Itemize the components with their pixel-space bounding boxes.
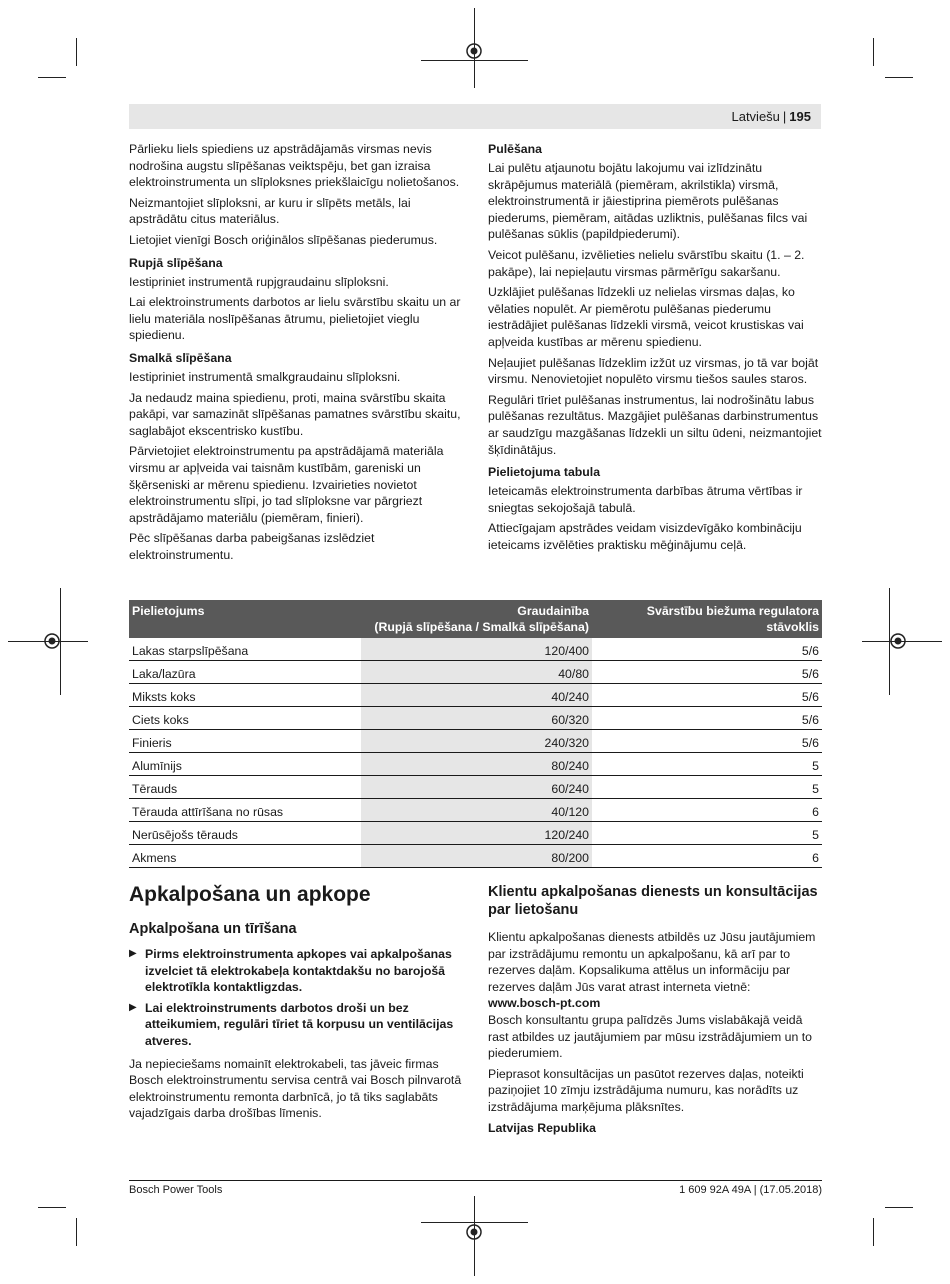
paragraph: Iestipriniet instrumentā smalkgraudainu slīploksni. xyxy=(129,369,401,384)
header-text xyxy=(731,109,811,124)
warning-item: ▶ Lai elektroinstruments darbotos droši un bez atteikumiem, regulāri tīriet tā korpusu un ventilācijas atveres. xyxy=(129,1000,454,1048)
crop-mark xyxy=(873,1218,874,1246)
bullet-arrow-icon: ▶ xyxy=(129,1001,137,1013)
page-number: 195 xyxy=(789,109,811,124)
crop-mark xyxy=(873,38,874,66)
grit-cell: 40/240 xyxy=(361,684,592,707)
table-row xyxy=(129,661,822,684)
paragraph: Neizmantojiet slīploksni, ar kuru ir slīpēts metāls, lai apstrādātu citus materiālus. xyxy=(129,195,411,227)
left-column xyxy=(129,141,464,567)
warning-list xyxy=(129,946,464,1050)
registration-target-icon xyxy=(465,42,483,60)
grit-cell: 80/240 xyxy=(361,753,592,776)
grit-cell: 120/400 xyxy=(361,638,592,661)
application-cell: Lakas starpslīpēšana xyxy=(129,638,361,661)
table-row xyxy=(129,707,822,730)
application-cell: Alumīnijs xyxy=(129,753,361,776)
country-heading: Latvijas Republika xyxy=(488,1120,596,1135)
grit-cell: 80/200 xyxy=(361,845,592,868)
application-cell: Tērauda attīrīšana no rūsas xyxy=(129,799,361,822)
paragraph: Pēc slīpēšanas darba pabeigšanas izslēdziet elektroinstrumentu. xyxy=(129,531,375,562)
setting-cell: 5 xyxy=(592,822,822,845)
registration-target-icon xyxy=(465,1223,483,1241)
crop-mark xyxy=(885,1207,913,1208)
setting-cell: 6 xyxy=(592,799,822,822)
setting-cell: 6 xyxy=(592,845,822,868)
application-table xyxy=(129,600,822,868)
paragraph: Neļaujiet pulēšanas līdzeklim izžūt uz virsmas, jo tā var bojāt virsmu. Nenovietojiet nopulēto virsmu tiešos saules staros. xyxy=(488,355,819,387)
subsection-title-cleaning: Apkalpošana un tīrīšana xyxy=(129,921,297,937)
application-cell: Tērauds xyxy=(129,776,361,799)
table-row xyxy=(129,753,822,776)
paragraph: Lietojiet vienīgi Bosch oriģinālos slīpēšanas piederumus. xyxy=(129,232,438,247)
setting-cell: 5 xyxy=(592,776,822,799)
paragraph: Pieprasot konsultācijas un pasūtot rezerves daļas, noteikti paziņojiet 10 zīmju izstrādājuma numuru, kas norādīts uz izstrādājuma marķējuma plāksnītes. xyxy=(488,1066,804,1114)
grit-cell: 120/240 xyxy=(361,822,592,845)
crop-mark xyxy=(76,38,77,66)
table-header-row xyxy=(129,600,822,638)
setting-cell: 5/6 xyxy=(592,661,822,684)
crop-mark xyxy=(885,77,913,78)
footer-doc-number: 1 609 92A 49A | (17.05.2018) xyxy=(679,1184,822,1196)
warning-item: ▶ Pirms elektroinstrumenta apkopes vai apkalpošanas izvelciet tā elektrokabeļa kontaktdakšu no barojošā elektrotīkla kontaktligzdas. xyxy=(129,947,452,995)
paragraph: Ja nepieciešams nomainīt elektrokabeli, tas jāveic firmas Bosch elektroinstrumentu servisa centrā vai Bosch pilnvarotā elektroinstrumentu remonta darbnīcā, jo tā tiks saglabāts vajadzīgais darba drošības līmenis. xyxy=(129,1056,462,1121)
grit-cell: 40/120 xyxy=(361,799,592,822)
registration-line xyxy=(421,60,528,61)
section-title-customer-service: Klientu apkalpošanas dienests un konsultācijas par lietošanu xyxy=(488,884,818,918)
website-link[interactable]: www.bosch-pt.com xyxy=(488,996,601,1011)
application-cell: Laka/lazūra xyxy=(129,661,361,684)
paragraph: Regulāri tīriet pulēšanas instrumentus, lai nodrošinātu labus pulēšanas rezultātus. Mazgājiet pulēšanas darbinstrumentus ar saudzīgu mazgāšanas līdzekli un siltu ūdeni, neizmantojiet šķīdinātājus. xyxy=(488,392,822,457)
application-cell: Ciets koks xyxy=(129,707,361,730)
table-row xyxy=(129,822,822,845)
table-body xyxy=(129,638,822,868)
heading-fine-sanding: Smalkā slīpēšana xyxy=(129,350,232,365)
paragraph: Ja nedaudz maina spiedienu, proti, maina svārstību skaita pakāpi, var samazināt slīpēšanas pamatnes svārstību skaitu, saglabājot ekscentrisko kustību. xyxy=(129,390,461,438)
setting-cell: 5/6 xyxy=(592,684,822,707)
registration-target-icon xyxy=(889,632,907,650)
table-row xyxy=(129,776,822,799)
paragraph: Pārlieku liels spiediens uz apstrādājamās virsmas nevis nodrošina augstu slīpēšanas veiktspēju, bet gan izraisa elektroinstrumenta un slīploksnes priekšlaicīgu nolietošanos. xyxy=(129,142,460,190)
customer-service-section xyxy=(488,883,822,1140)
section-title-service: Apkalpošana un apkope xyxy=(129,883,371,906)
page-header xyxy=(129,104,821,129)
grit-cell: 240/320 xyxy=(361,730,592,753)
service-section xyxy=(129,882,464,1126)
setting-cell: 5/6 xyxy=(592,707,822,730)
setting-cell: 5 xyxy=(592,753,822,776)
table-row xyxy=(129,845,822,868)
paragraph: Pārvietojiet elektroinstrumentu pa apstrādājamā materiāla virsmu ar apļveida vai taisnām kustībām, gareniski un šķērseniski ar mērenu spiedienu. Izvairieties novietot elektroinstrumentu slīpi, jo tad slīploksne var pārgriezt apstrādājamo materiālu (piemēram, finieri). xyxy=(129,444,444,525)
application-cell: Miksts koks xyxy=(129,684,361,707)
right-column xyxy=(488,141,822,557)
header-separator: | xyxy=(782,109,787,124)
column-header-grit: Graudainība (Rupjā slīpēšana / Smalkā slīpēšana) xyxy=(361,600,592,638)
table-row xyxy=(129,638,822,661)
paragraph: Lai pulētu atjaunotu bojātu lakojumu vai izlīdzinātu skrāpējumus materiālā (piemēram, akrilstikla) virsmā, elektroinstrumentā ir jāiestiprina piemērots pulēšanas piederums, piemēram, aitādas uzliktnis, pulēšanas filcs vai pulēšanas sūklis (papildpiederumi). xyxy=(488,161,808,242)
grit-cell: 40/80 xyxy=(361,661,592,684)
paragraph: Uzklājiet pulēšanas līdzekli uz nelielas virsmas daļas, ko vēlaties nopulēt. Ar piemērotu pulēšanas piederumu iestrādājiet pulēšanas līdzekli virsmā, veicot krustiskas vai apļveida kustības ar mērenu spiedienu. xyxy=(488,285,804,349)
column-header-application: Pielietojums xyxy=(129,600,361,638)
paragraph: Ieteicamās elektroinstrumenta darbības ātruma vērtības ir sniegtas sekojošajā tabulā. xyxy=(488,484,803,515)
paragraph: Lai elektroinstruments darbotos ar lielu svārstību skaitu un ar lielu materiāla noslīpēšanas ātrumu, pielietojiet vieglu spiedienu. xyxy=(129,295,461,343)
footer-brand: Bosch Power Tools xyxy=(129,1184,223,1196)
registration-target-icon xyxy=(43,632,61,650)
paragraph: Bosch konsultantu grupa palīdzēs Jums vislabākajā veidā rast atbildes uz jautājumiem par mūsu izstrādājumiem un to piederumiem. xyxy=(488,1012,812,1061)
table-row xyxy=(129,799,822,822)
bullet-arrow-icon: ▶ xyxy=(129,948,137,959)
grit-cell: 60/240 xyxy=(361,776,592,799)
footer-rule xyxy=(129,1180,822,1181)
table-row xyxy=(129,684,822,707)
header-language: Latviešu xyxy=(731,109,780,124)
column-header-setting: Svārstību biežuma regulatora stāvoklis xyxy=(592,600,822,638)
table-row xyxy=(129,730,822,753)
crop-mark xyxy=(76,1218,77,1246)
heading-application-table: Pielietojuma tabula xyxy=(488,465,601,480)
paragraph: Iestipriniet instrumentā rupjgraudainu slīploksni. xyxy=(129,274,389,289)
application-cell: Finieris xyxy=(129,730,361,753)
setting-cell: 5/6 xyxy=(592,730,822,753)
application-cell: Nerūsējošs tērauds xyxy=(129,822,361,845)
setting-cell: 5/6 xyxy=(592,638,822,661)
grit-cell: 60/320 xyxy=(361,707,592,730)
crop-mark xyxy=(38,1207,66,1208)
heading-polishing: Pulēšana xyxy=(488,142,542,156)
paragraph: Veicot pulēšanu, izvēlieties nelielu svārstību skaitu (1. – 2. pakāpe), lai nepieļautu virsmas pārmērīgu sakaršanu. xyxy=(488,247,805,279)
crop-mark xyxy=(38,77,66,78)
paragraph: Attiecīgajam apstrādes veidam visizdevīgāko kombināciju ieteicams izvēlēties praktisku mēģinājumu ceļā. xyxy=(488,521,802,552)
application-cell: Akmens xyxy=(129,845,361,868)
paragraph: Klientu apkalpošanas dienests atbildēs uz Jūsu jautājumiem par izstrādājumu remontu un apkalpošanu, kā arī par to rezerves daļām. Kopsalikuma attēlus un informāciju par rezerves daļām Jūs varat atrast interneta vietnē: xyxy=(488,930,816,994)
heading-rough-sanding: Rupjā slīpēšana xyxy=(129,255,223,270)
